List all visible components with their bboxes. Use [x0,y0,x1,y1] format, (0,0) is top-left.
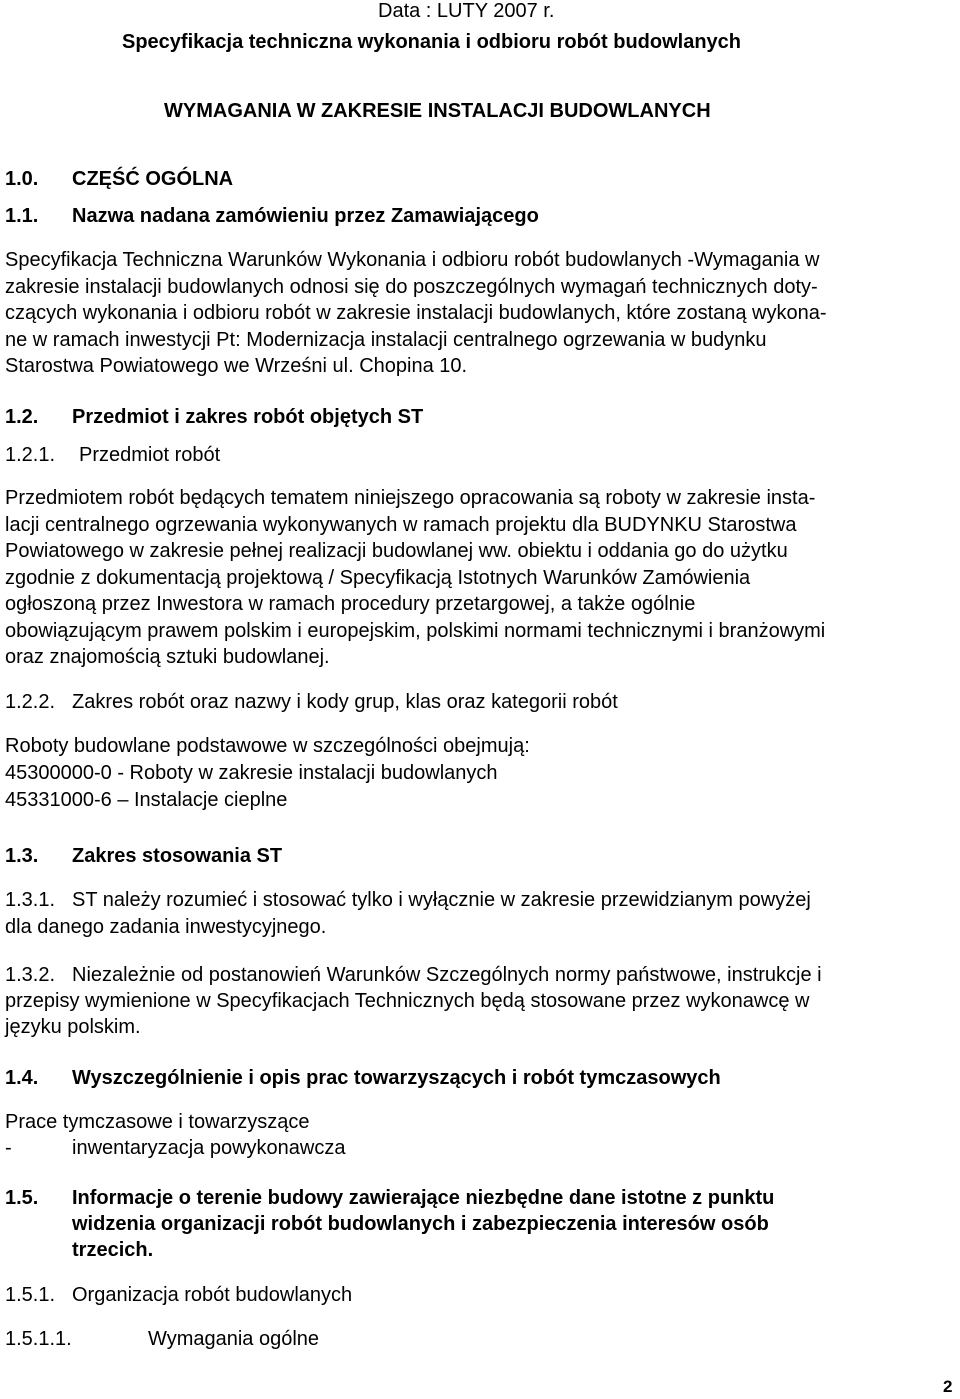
section-1-1-title: Nazwa nadana zamówieniu przez Zamawiającego [72,205,539,227]
paragraph-line: Przedmiotem robót będących tematem niniejszego opracowania są roboty w zakresie insta- [5,487,816,509]
paragraph-line: Specyfikacja Techniczna Warunków Wykonania i odbioru robót budowlanych -Wymagania w [5,249,820,271]
temporary-works-label: Prace tymczasowe i towarzyszące [5,1111,310,1133]
section-1-2-1-number: 1.2.1. [5,444,56,466]
section-1-5-title-line: Informacje o terenie budowy zawierające niezbędne dane istotne z punktu [72,1187,775,1209]
section-1-3-1-line: ST należy rozumieć i stosować tylko i wyłącznie w zakresie przewidzianym powyżej [72,889,811,911]
section-1-2-1-title: Przedmiot robót [79,444,221,466]
section-1-3-1-line: dla danego zadania inwestycyjnego. [5,916,327,938]
section-1-3-title: Zakres stosowania ST [72,845,283,867]
works-code-2: 45331000-6 – Instalacje cieplne [5,789,288,811]
paragraph-line: Starostwa Powiatowego we Wrześni ul. Chopina 10. [5,355,468,377]
section-1-2-2-number: 1.2.2. [5,691,56,713]
paragraph-line: ne w ramach inwestycji Pt: Modernizacja instalacji centralnego ogrzewania w budynku [5,328,767,351]
section-1-5-1-number: 1.5.1. [5,1284,56,1306]
document-title: WYMAGANIA W ZAKRESIE INSTALACJI BUDOWLANYCH [164,100,711,122]
temporary-works-item: inwentaryzacja powykonawcza [72,1137,346,1159]
section-1-3-1-number: 1.3.1. [5,889,56,911]
section-1-5-1-1-title: Wymagania ogólne [148,1328,320,1350]
paragraph-line: zakresie instalacji budowlanych odnosi się do poszczególnych wymagań technicznych doty- [5,275,818,298]
section-1-5-1-1-number: 1.5.1.1. [5,1328,72,1350]
works-code-1: 45300000-0 - Roboty w zakresie instalacji budowlanych [5,762,498,784]
section-1-0-title: CZĘŚĆ OGÓLNA [72,168,234,190]
section-1-2-title: Przedmiot i zakres robót objętych ST [72,406,424,428]
section-1-3-number: 1.3. [5,845,39,867]
paragraph-line: obowiązującym prawem polskim i europejskim, polskimi normami technicznymi i branżowymi [5,619,826,642]
paragraph-line: zgodnie z dokumentacją projektową / Specyfikacją Istotnych Warunków Zamówienia [5,566,751,589]
section-1-5-title-line: trzecich. [72,1239,154,1261]
section-1-2-2-title: Zakres robót oraz nazwy i kody grup, klas oraz kategorii robót [72,691,618,713]
paragraph-2 [5,485,953,671]
header-subtitle: Specyfikacja techniczna wykonania i odbioru robót budowlanych [122,31,742,53]
section-1-3-2-line: języku polskim. [5,1016,141,1038]
section-1-3-2-line: przepisy wymienione w Specyfikacjach Technicznych będą stosowane przez wykonawcę w [5,990,810,1012]
paragraph-line: Powiatowego w zakresie pełnej realizacji budowlanej ww. obiektu i oddania go do użytku [5,540,788,562]
paragraph-line: czących wykonania i odbioru robót w zakresie instalacji budowlanych, które zostaną wykona- [5,302,827,324]
page-number: 2 [943,1377,953,1396]
section-1-3-2-number: 1.3.2. [5,964,56,986]
paragraph-line: ogłoszoną przez Inwestora w ramach procedury przetargowej, a także ogólnie [5,593,696,615]
section-1-5-1-title: Organizacja robót budowlanych [72,1284,353,1306]
paragraph-line: oraz znajomością sztuki budowlanej. [5,646,330,668]
list-dash: - [5,1137,12,1159]
paragraph-1 [5,247,953,380]
section-1-3-2-line: Niezależnie od postanowień Warunków Szczególnych normy państwowe, instrukcje i [72,964,822,986]
section-1-5-title-line: widzenia organizacji robót budowlanych i zabezpieczenia interesów osób [72,1213,769,1235]
section-1-5-number: 1.5. [5,1187,39,1209]
section-1-4-number: 1.4. [5,1067,39,1089]
works-intro: Roboty budowlane podstawowe w szczególności obejmują: [5,735,530,757]
header-date: Data : LUTY 2007 r. [378,0,555,22]
section-1-1-number: 1.1. [5,205,39,227]
section-1-2-number: 1.2. [5,406,39,428]
section-1-4-title: Wyszczególnienie i opis prac towarzyszących i robót tymczasowych [72,1067,721,1089]
paragraph-line: lacji centralnego ogrzewania wykonywanych w ramach projektu dla BUDYNKU Starostwa [5,513,797,536]
section-1-0-number: 1.0. [5,168,39,190]
